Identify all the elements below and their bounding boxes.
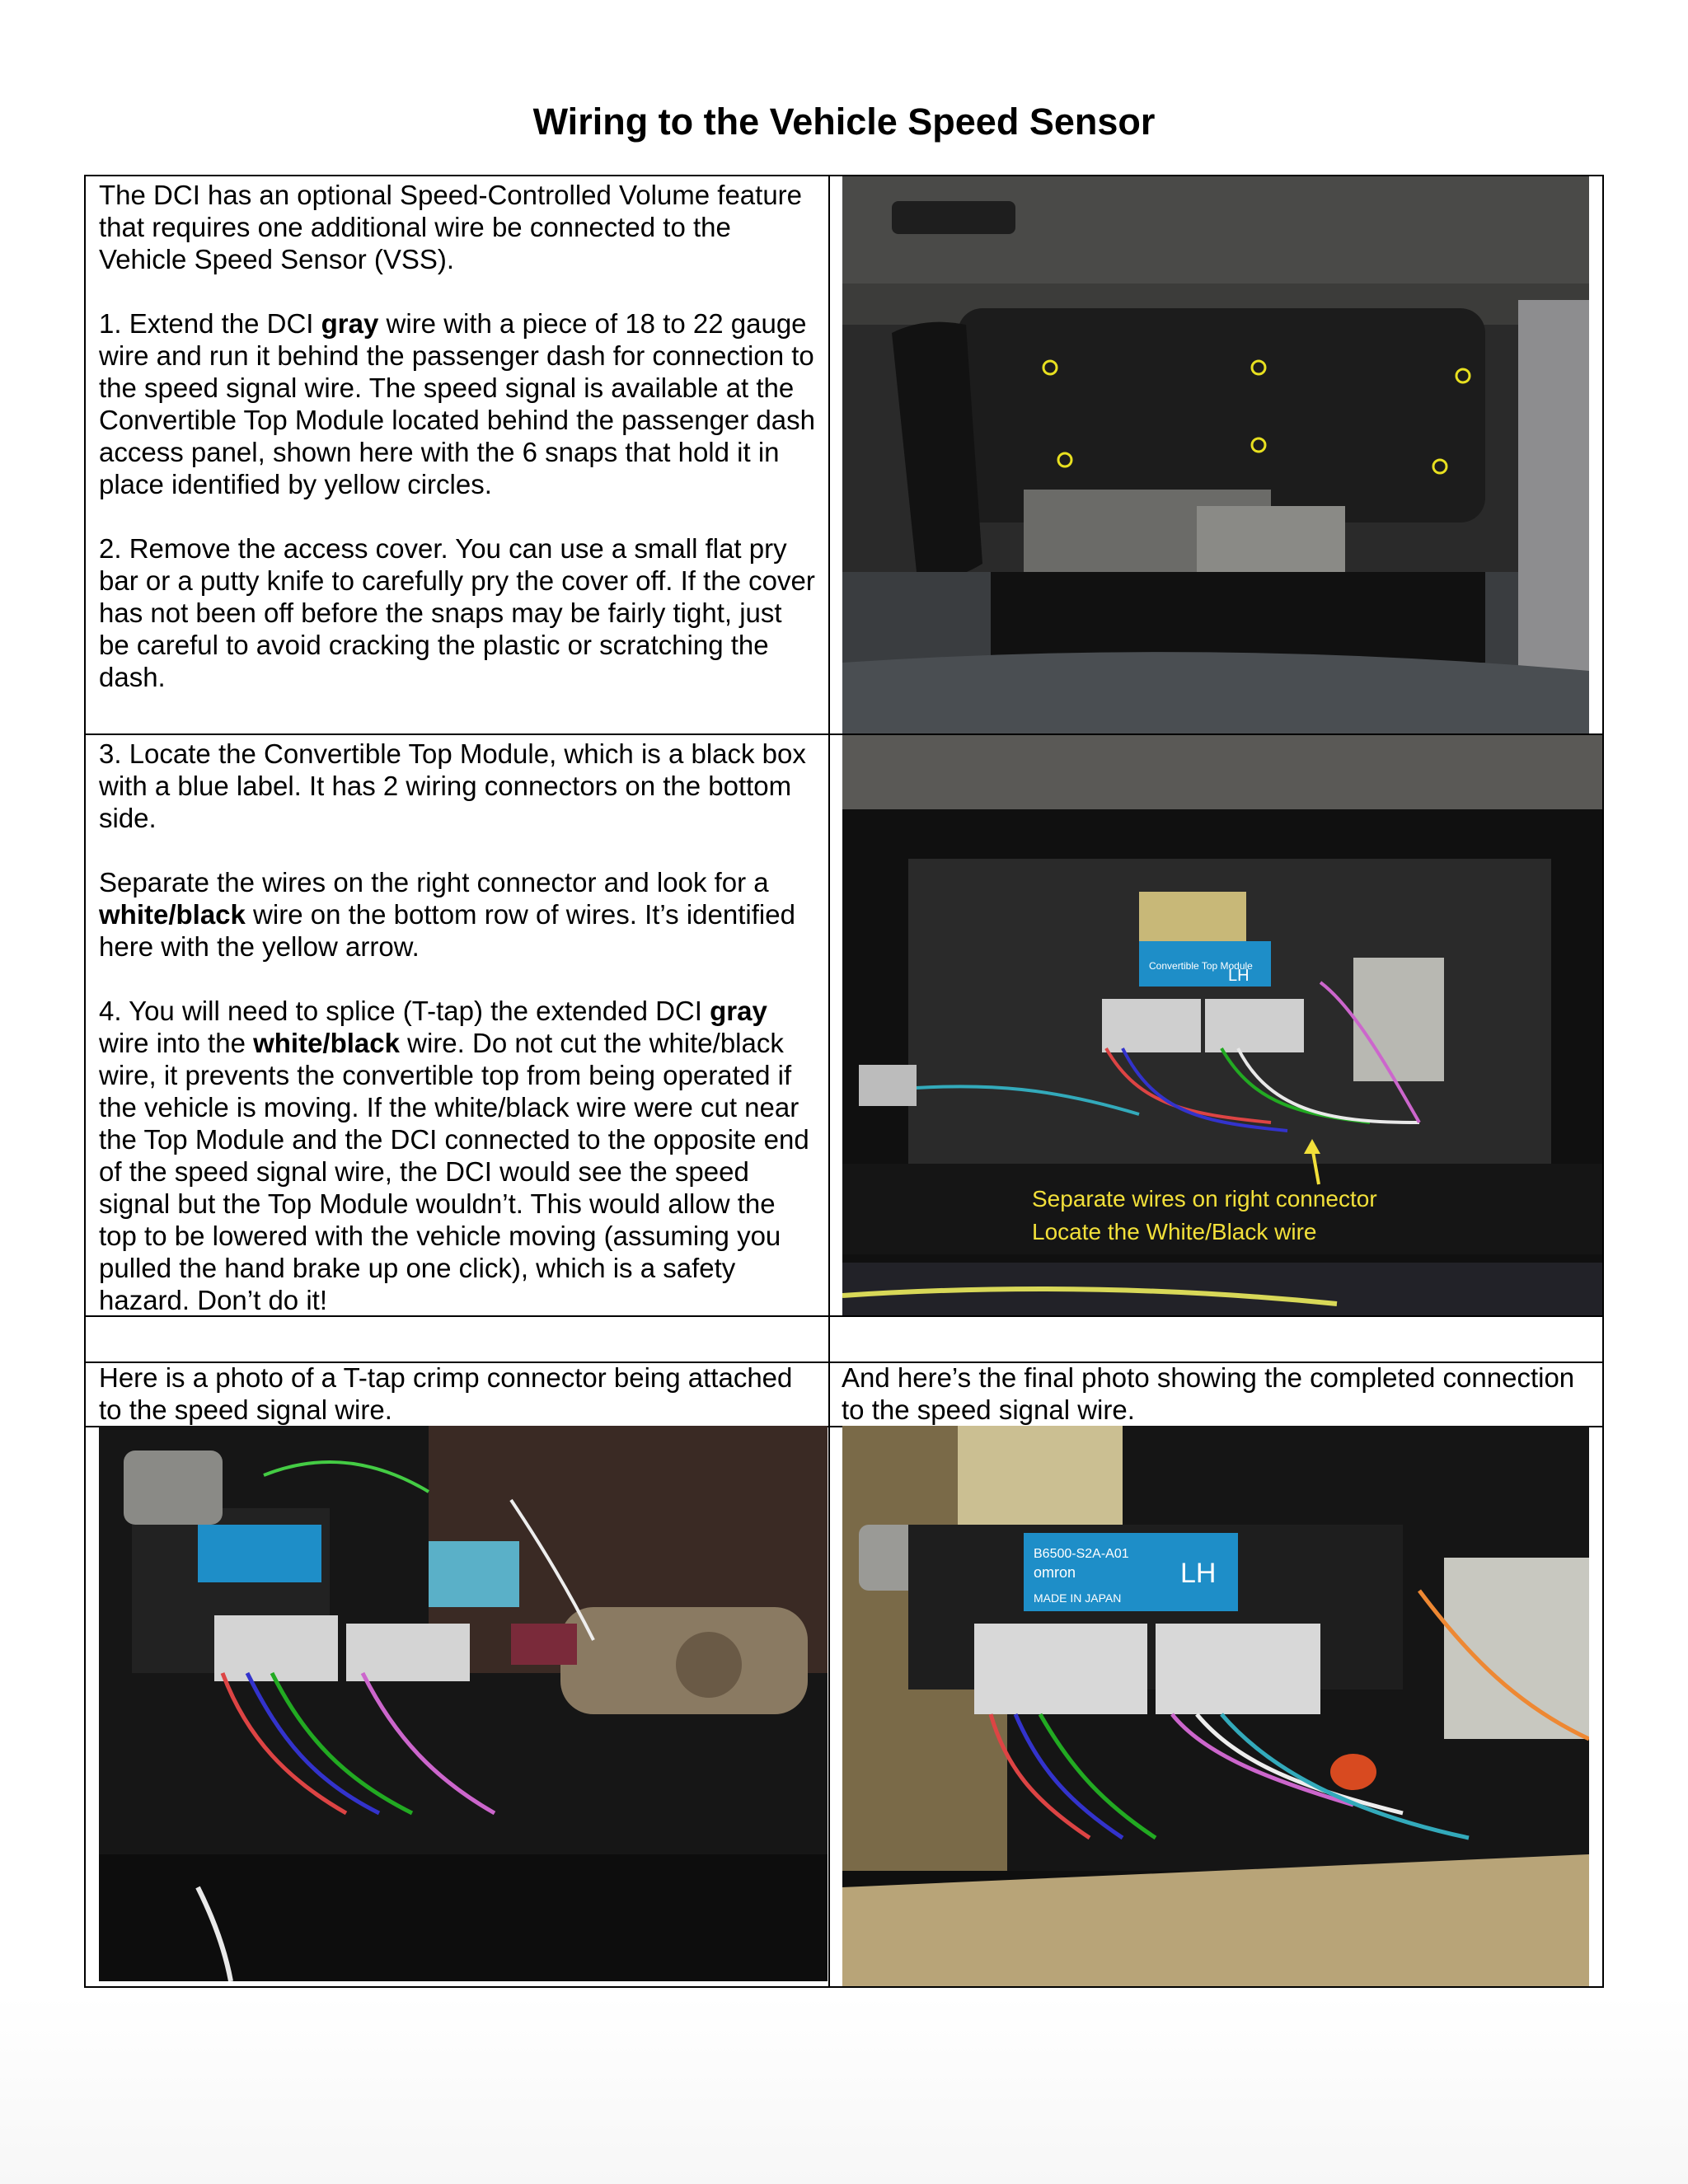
svg-text:LH: LH	[1228, 967, 1250, 985]
module-label-text: Convertible Top Module	[1149, 960, 1253, 972]
section2-text	[99, 738, 818, 1316]
caption-right: And here’s the final photo showing the completed connection to the speed signal wire.	[842, 1362, 1575, 1425]
step1-paragraph: 1. Extend the DCI gray wire with a piece of 18 to 22 gauge wire and run it behind the passenger dash for connection to the speed signal wire. The speed signal is available at the Convertible Top Module located behind the passenger dash access panel, shown here with the 6 snaps that hold it in place identified by yellow circles.	[99, 308, 815, 499]
instruction-table	[84, 175, 1604, 1988]
annotation-line1: Separate wires on right connector	[1032, 1186, 1377, 1212]
annotation-line2: Locate the White/Black wire	[1032, 1219, 1317, 1244]
photo-top-module-connector	[842, 735, 1602, 1315]
svg-text:B6500-S2A-A01: B6500-S2A-A01	[1034, 1547, 1129, 1561]
step3-paragraph: 3. Locate the Convertible Top Module, which is a black box with a blue label. It has 2 wiring connectors on the bottom side.	[99, 738, 806, 833]
separate-paragraph: Separate the wires on the right connector and look for a white/black wire on the bottom row of wires. It’s identified here with the yellow arrow.	[99, 867, 795, 962]
svg-text:omron: omron	[1034, 1564, 1076, 1581]
section1-text	[99, 179, 818, 693]
svg-text:MADE IN JAPAN: MADE IN JAPAN	[1034, 1591, 1122, 1605]
page-title: Wiring to the Vehicle Speed Sensor	[532, 101, 1156, 143]
caption-left: Here is a photo of a T-tap crimp connector being attached to the speed signal wire.	[99, 1362, 793, 1425]
intro-paragraph: The DCI has an optional Speed-Controlled Volume feature that requires one additional wire be connected to the Vehicle Speed Sensor (VSS).	[99, 180, 803, 274]
column-divider	[828, 176, 830, 1986]
svg-text:LH: LH	[1180, 1558, 1217, 1589]
photo-completed-connection	[842, 1426, 1589, 1986]
page-bottom-margin	[0, 1994, 1688, 2184]
step2-paragraph: 2. Remove the access cover. You can use a small flat pry bar or a putty knife to carefully pry the cover off. If the cover has not been off before the snaps may be fairly tight, just be careful to avoid cracking the plastic or scratching the dash.	[99, 533, 815, 692]
step4-paragraph: 4. You will need to splice (T-tap) the extended DCI gray wire into the white/black wire. Do not cut the white/black wire, it prevents the convertible top from being operated if the vehicle is moving. If the white/black wire were cut near the Top Module and the DCI connected to the opposite end of the speed signal wire, the DCI would see the speed signal but the Top Module wouldn’t. This would allow the top to be lowered with the vehicle moving (assuming you pulled the hand brake up one click), which is a safety hazard. Don’t do it!	[99, 996, 809, 1315]
photo-t-tap-crimp	[99, 1426, 828, 1981]
photo-dash-access-panel	[842, 176, 1589, 733]
